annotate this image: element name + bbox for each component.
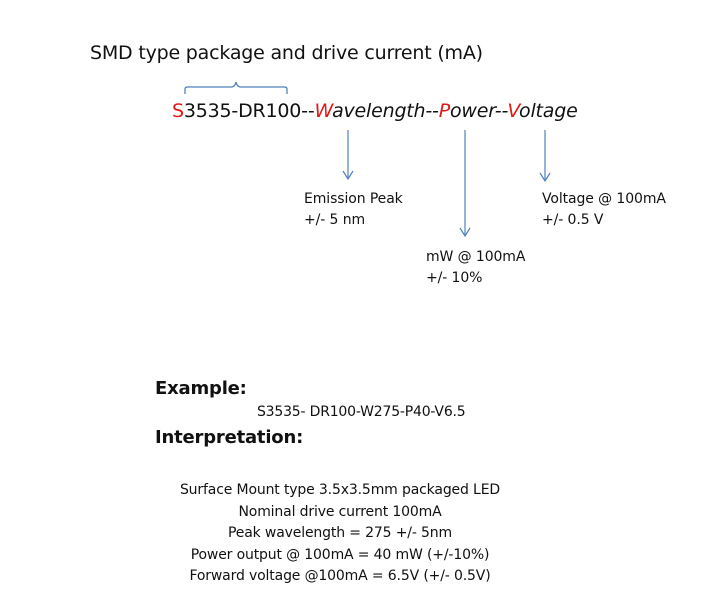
emission-callout bbox=[304, 189, 403, 231]
code-power: ower-- bbox=[449, 100, 508, 122]
power-arrow bbox=[460, 130, 470, 236]
interpretation-line-voltage: Forward voltage @100mA = 6.5V (+/- 0.5V) bbox=[189, 568, 491, 584]
voltage-callout-line2: +/- 0.5 V bbox=[542, 212, 604, 228]
code-voltage: oltage bbox=[519, 100, 578, 122]
code-package-current: 3535-DR100-- bbox=[183, 100, 315, 122]
code-p-letter: P bbox=[438, 100, 450, 122]
power-callout-line1: mW @ 100mA bbox=[426, 249, 526, 265]
emission-callout-line2: +/- 5 nm bbox=[304, 212, 366, 228]
interpretation-lines bbox=[140, 480, 540, 588]
code-w-letter: W bbox=[314, 100, 333, 122]
voltage-callout-line1: Voltage @ 100mA bbox=[542, 191, 666, 207]
voltage-callout bbox=[542, 189, 666, 231]
part-code bbox=[172, 100, 578, 122]
code-s-letter: S bbox=[172, 100, 184, 122]
emission-callout-line1: Emission Peak bbox=[304, 191, 403, 207]
code-wavelength: avelength-- bbox=[332, 100, 439, 122]
power-callout-line2: +/- 10% bbox=[426, 270, 483, 286]
package-bracket bbox=[185, 82, 287, 94]
code-v-letter: V bbox=[507, 100, 520, 122]
package-title: SMD type package and drive current (mA) bbox=[90, 42, 483, 64]
interpretation-heading: Interpretation: bbox=[155, 427, 304, 448]
interpretation-line-power: Power output @ 100mA = 40 mW (+/-10%) bbox=[190, 546, 490, 563]
wavelength-arrow bbox=[343, 130, 353, 179]
power-callout bbox=[426, 247, 525, 289]
example-code: S3535- DR100-W275-P40-V6.5 bbox=[257, 404, 466, 420]
interpretation-line-current: Nominal drive current 100mA bbox=[238, 503, 442, 520]
example-heading: Example: bbox=[155, 378, 247, 399]
voltage-arrow bbox=[540, 130, 550, 181]
interpretation-line-wavelength: Peak wavelength = 275 +/- 5nm bbox=[227, 525, 453, 541]
interpretation-line-package: Surface Mount type 3.5x3.5mm packaged LED bbox=[179, 482, 501, 498]
